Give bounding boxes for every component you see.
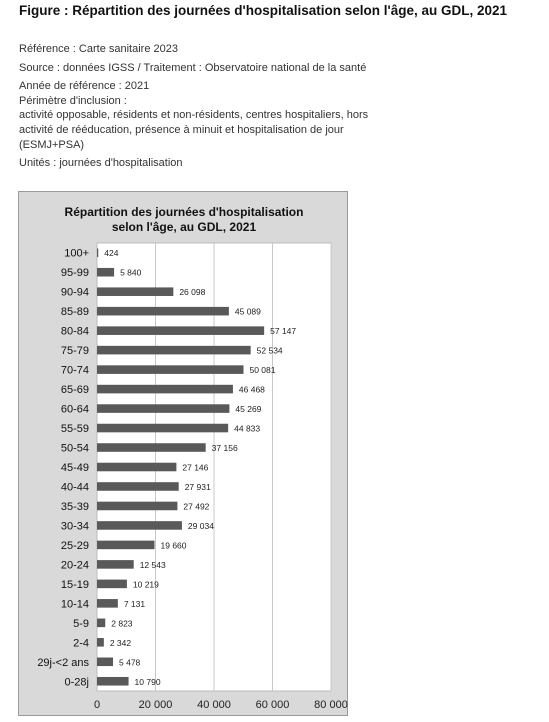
bar (97, 677, 129, 686)
value-label: 19 660 (160, 540, 187, 551)
category-label: 75-79 (60, 345, 89, 358)
value-label: 45 269 (235, 404, 262, 415)
category-label: 20-24 (60, 559, 89, 572)
value-label: 37 156 (211, 443, 238, 454)
category-label: 0-28j (64, 676, 89, 689)
value-label: 50 081 (249, 365, 276, 376)
category-label: 100+ (64, 247, 89, 260)
bar (97, 521, 182, 530)
bar (97, 541, 155, 550)
value-label: 2 823 (111, 618, 133, 629)
category-label: 40-44 (60, 481, 89, 494)
value-label: 12 543 (139, 559, 166, 570)
reference-year-text: Année de référence : 2021 (19, 80, 150, 93)
category-label: 15-19 (60, 578, 89, 591)
value-label: 52 534 (256, 345, 283, 356)
scope-line-1: activité opposable, résidents et non-résidents, centres hospitaliers, hors (19, 109, 369, 122)
value-label: 27 146 (182, 462, 209, 473)
category-label: 60-64 (60, 403, 89, 416)
bar (97, 502, 177, 511)
value-label: 29 034 (187, 520, 214, 531)
chart-title-line-2: selon l'âge, au GDL, 2021 (111, 220, 257, 234)
value-label: 57 147 (270, 326, 297, 337)
figure-metadata (19, 42, 419, 171)
value-label: 10 790 (134, 676, 161, 687)
value-label: 10 219 (132, 579, 159, 590)
x-tick-label: 60 000 (255, 699, 290, 711)
bar (97, 463, 176, 472)
value-label: 45 089 (234, 306, 261, 317)
bar (97, 268, 114, 277)
bar (97, 326, 264, 335)
category-label: 90-94 (60, 286, 89, 299)
value-label: 7 131 (123, 598, 146, 609)
category-label: 2-4 (73, 637, 89, 650)
bar (97, 424, 228, 433)
category-label: 45-49 (60, 462, 89, 474)
reference-text: Référence : Carte sanitaire 2023 (19, 43, 178, 55)
category-label: 55-59 (60, 423, 89, 436)
x-tick-label: 80 000 (314, 699, 348, 711)
value-label: 5 478 (119, 657, 141, 668)
value-label: 46 468 (238, 384, 265, 395)
value-label: 44 833 (234, 423, 261, 434)
bar (97, 482, 179, 491)
category-label: 85-89 (60, 306, 89, 319)
value-label: 27 492 (183, 501, 210, 512)
chart-container (18, 191, 348, 716)
value-label: 5 840 (120, 267, 142, 278)
bar (97, 346, 251, 355)
value-label: 26 098 (179, 287, 206, 298)
bar (97, 365, 243, 374)
source-text: Source : données IGSS / Traitement : Observatoire national de la santé (19, 61, 367, 74)
x-tick-label: 0 (93, 699, 101, 711)
category-label: 95-99 (60, 267, 89, 280)
x-tick-label: 40 000 (197, 699, 231, 711)
bar (97, 404, 229, 413)
bar-chart (19, 192, 349, 717)
category-label: 65-69 (60, 384, 89, 397)
chart-title-line-1: Répartition des journées d'hospitalisation (64, 205, 304, 219)
bar (97, 619, 105, 628)
bar (97, 385, 233, 394)
category-label: 10-14 (60, 598, 89, 611)
bar (97, 599, 118, 608)
category-label: 70-74 (60, 364, 89, 377)
category-label: 5-9 (73, 617, 89, 630)
value-label: 27 931 (184, 481, 211, 492)
bar (97, 307, 229, 316)
value-label: 2 342 (109, 637, 132, 648)
category-label: 30-34 (60, 520, 89, 533)
bar (97, 248, 98, 257)
scope-line-3: (ESMJ+PSA) (19, 138, 85, 151)
x-tick-label: 20 000 (138, 699, 173, 711)
bar (97, 638, 104, 647)
bar (97, 287, 173, 296)
category-label: 80-84 (60, 325, 89, 338)
units-text: Unités : journées d'hospitalisation (19, 157, 183, 170)
scope-line-2: activité de rééducation, présence à minuit et hospitalisation de jour (19, 123, 344, 136)
category-label: 25-29 (60, 539, 89, 552)
category-label: 35-39 (60, 500, 89, 513)
category-label: 29j-<2 ans (37, 656, 89, 669)
value-label: 424 (104, 248, 119, 259)
bar (97, 657, 113, 666)
figure-title: Figure : Répartition des journées d'hospitalisation selon l'âge, au GDL, 2021 (19, 3, 508, 18)
bar (97, 560, 134, 569)
category-label: 50-54 (60, 442, 89, 455)
bar (97, 580, 127, 589)
bar (97, 443, 206, 452)
scope-label: Périmètre d'inclusion : (19, 94, 127, 107)
